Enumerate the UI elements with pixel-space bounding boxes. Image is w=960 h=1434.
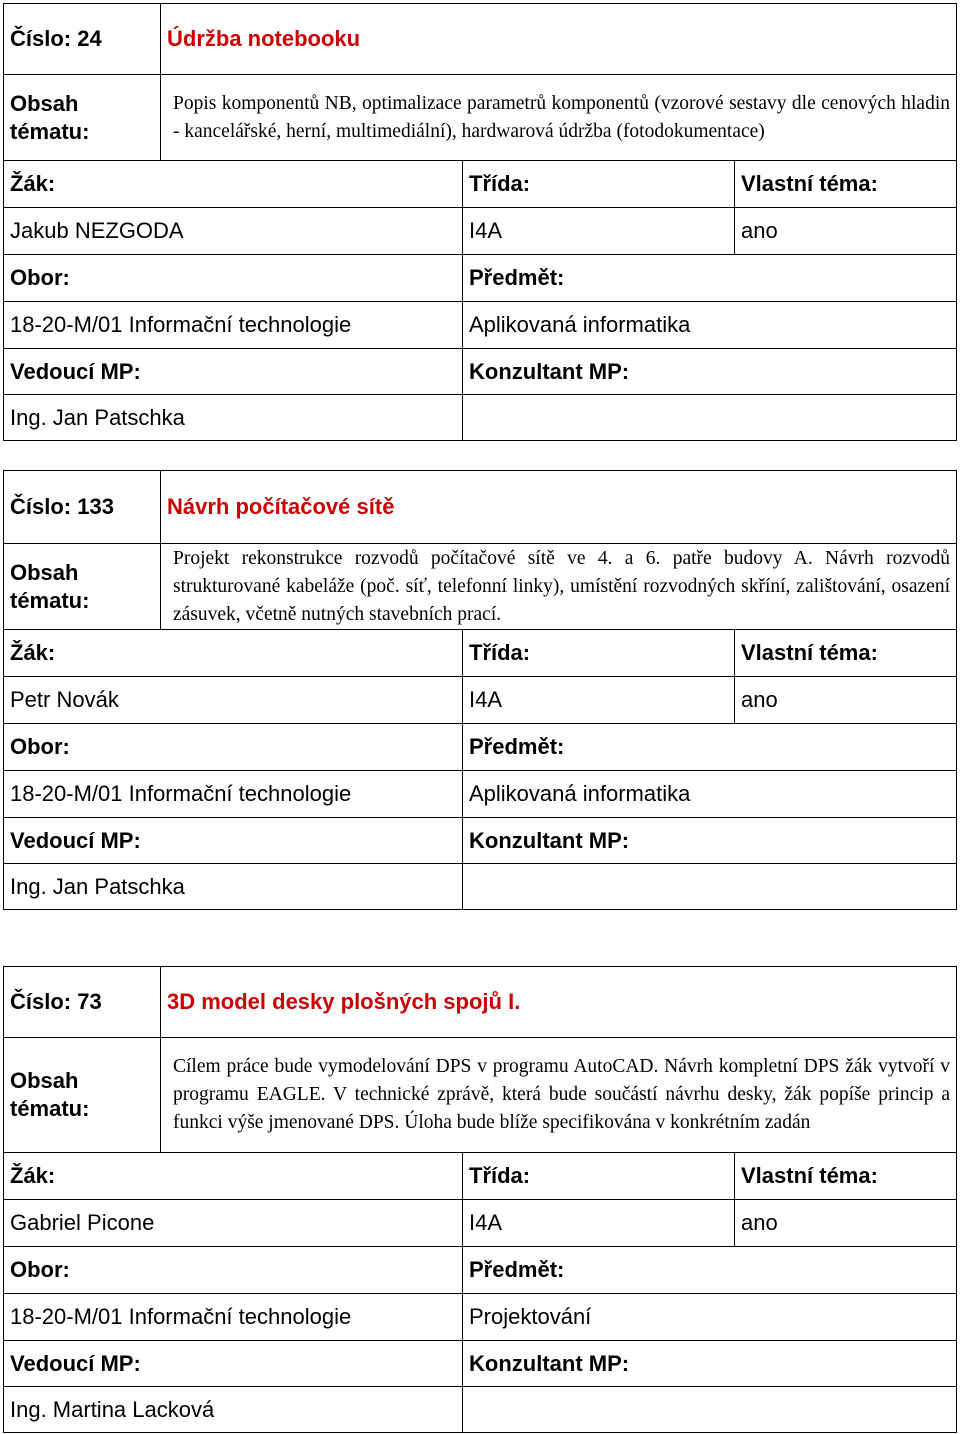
field-value-row bbox=[4, 1293, 956, 1340]
topic-description: Popis komponentů NB, optimalizace parametrů komponentů (vzorové sestavy dle cenových hladin - kancelářské, herní, multimediální), hardwarová údržba (fotodokumentace) bbox=[173, 92, 950, 142]
supervisor-header-row bbox=[4, 817, 956, 863]
own-topic-label: Vlastní téma: bbox=[734, 630, 956, 676]
field-header-row bbox=[4, 723, 956, 770]
consultant-label: Konzultant MP: bbox=[462, 349, 956, 394]
field-label: Obor: bbox=[10, 1257, 70, 1282]
content-label: Obsah tématu: bbox=[10, 1068, 90, 1121]
own-topic-value: ano bbox=[734, 677, 956, 723]
supervisor-value: Ing. Jan Patschka bbox=[10, 873, 185, 899]
subject-value: Aplikovaná informatika bbox=[462, 302, 956, 348]
topic-number: Číslo: 24 bbox=[10, 26, 102, 51]
student-label: Žák: bbox=[10, 171, 56, 196]
own-topic-label: Vlastní téma: bbox=[734, 161, 956, 207]
supervisor-label: Vedoucí MP: bbox=[10, 358, 141, 384]
student-header-row bbox=[4, 1152, 956, 1199]
field-value: 18-20-M/01 Informační technologie bbox=[10, 781, 352, 806]
topic-content-row bbox=[4, 1037, 956, 1152]
supervisor-value-row bbox=[4, 394, 956, 440]
student-value-row bbox=[4, 1199, 956, 1246]
student-value-row bbox=[4, 676, 956, 723]
subject-value: Aplikovaná informatika bbox=[462, 771, 956, 817]
topic-number: Číslo: 73 bbox=[10, 989, 102, 1014]
subject-label: Předmět: bbox=[462, 724, 956, 770]
class-label: Třída: bbox=[462, 161, 734, 207]
student-header-row bbox=[4, 629, 956, 676]
supervisor-label: Vedoucí MP: bbox=[10, 827, 141, 853]
class-value: I4A bbox=[462, 208, 734, 254]
topic-title: Návrh počítačové sítě bbox=[160, 471, 956, 543]
consultant-value bbox=[462, 864, 956, 909]
consultant-label: Konzultant MP: bbox=[462, 818, 956, 863]
consultant-value bbox=[462, 1387, 956, 1432]
topic-header-row bbox=[4, 471, 956, 543]
student-name: Gabriel Picone bbox=[10, 1210, 155, 1235]
content-cell bbox=[160, 544, 956, 629]
supervisor-value-row bbox=[4, 863, 956, 909]
topic-description: Projekt rekonstrukce rozvodů počítačové sítě ve 4. a 6. patře budovy A. Návrh rozvodů strukturované kabeláže (poč. síť, telefonní linky), umístění rozvodných skříní, zalištování, osazení zásuvek, včetně nutných stavebních prací. bbox=[173, 547, 950, 625]
supervisor-header-row bbox=[4, 1340, 956, 1386]
class-value: I4A bbox=[462, 1200, 734, 1246]
topic-title: 3D model desky plošných spojů I. bbox=[160, 967, 956, 1037]
field-value: 18-20-M/01 Informační technologie bbox=[10, 312, 352, 337]
supervisor-header-row bbox=[4, 348, 956, 394]
supervisor-label: Vedoucí MP: bbox=[10, 1350, 141, 1376]
field-label: Obor: bbox=[10, 265, 70, 290]
topic-card-73 bbox=[3, 966, 957, 1433]
content-label: Obsah tématu: bbox=[10, 90, 90, 144]
student-label: Žák: bbox=[10, 1163, 56, 1188]
field-header-row bbox=[4, 254, 956, 301]
student-label: Žák: bbox=[10, 640, 56, 665]
field-value: 18-20-M/01 Informační technologie bbox=[10, 1304, 352, 1329]
consultant-value bbox=[462, 395, 956, 440]
own-topic-value: ano bbox=[734, 1200, 956, 1246]
student-name: Jakub NEZGODA bbox=[10, 218, 184, 243]
student-name: Petr Novák bbox=[10, 687, 119, 712]
student-header-row bbox=[4, 160, 956, 207]
class-label: Třída: bbox=[462, 1153, 734, 1199]
topic-header-row bbox=[4, 4, 956, 74]
subject-value: Projektování bbox=[462, 1294, 956, 1340]
supervisor-value: Ing. Jan Patschka bbox=[10, 404, 185, 430]
supervisor-value: Ing. Martina Lacková bbox=[10, 1396, 215, 1422]
class-label: Třída: bbox=[462, 630, 734, 676]
topic-header-row bbox=[4, 967, 956, 1037]
topic-content-row bbox=[4, 543, 956, 629]
subject-label: Předmět: bbox=[462, 1247, 956, 1293]
own-topic-label: Vlastní téma: bbox=[734, 1153, 956, 1199]
student-value-row bbox=[4, 207, 956, 254]
topic-number: Číslo: 133 bbox=[10, 494, 114, 519]
own-topic-value: ano bbox=[734, 208, 956, 254]
content-cell bbox=[160, 1038, 956, 1152]
topic-description: Cílem práce bude vymodelování DPS v programu AutoCAD. Návrh kompletní DPS žák vytvoří v programu EAGLE. V technické zprávě, která bude součástí návrhu desky, žák popíše princip a funkci výše jmenované DPS. Úloha bude blíže specifikována v konkrétním zadán bbox=[173, 1056, 950, 1133]
topic-card-24 bbox=[3, 3, 957, 441]
topic-card-133 bbox=[3, 470, 957, 910]
field-header-row bbox=[4, 1246, 956, 1293]
field-value-row bbox=[4, 301, 956, 348]
consultant-label: Konzultant MP: bbox=[462, 1341, 956, 1386]
class-value: I4A bbox=[462, 677, 734, 723]
subject-label: Předmět: bbox=[462, 255, 956, 301]
field-value-row bbox=[4, 770, 956, 817]
content-label: Obsah tématu: bbox=[10, 559, 90, 613]
field-label: Obor: bbox=[10, 734, 70, 759]
topic-content-row bbox=[4, 74, 956, 160]
topic-title: Údržba notebooku bbox=[160, 4, 956, 74]
supervisor-value-row bbox=[4, 1386, 956, 1432]
content-cell bbox=[160, 75, 956, 160]
